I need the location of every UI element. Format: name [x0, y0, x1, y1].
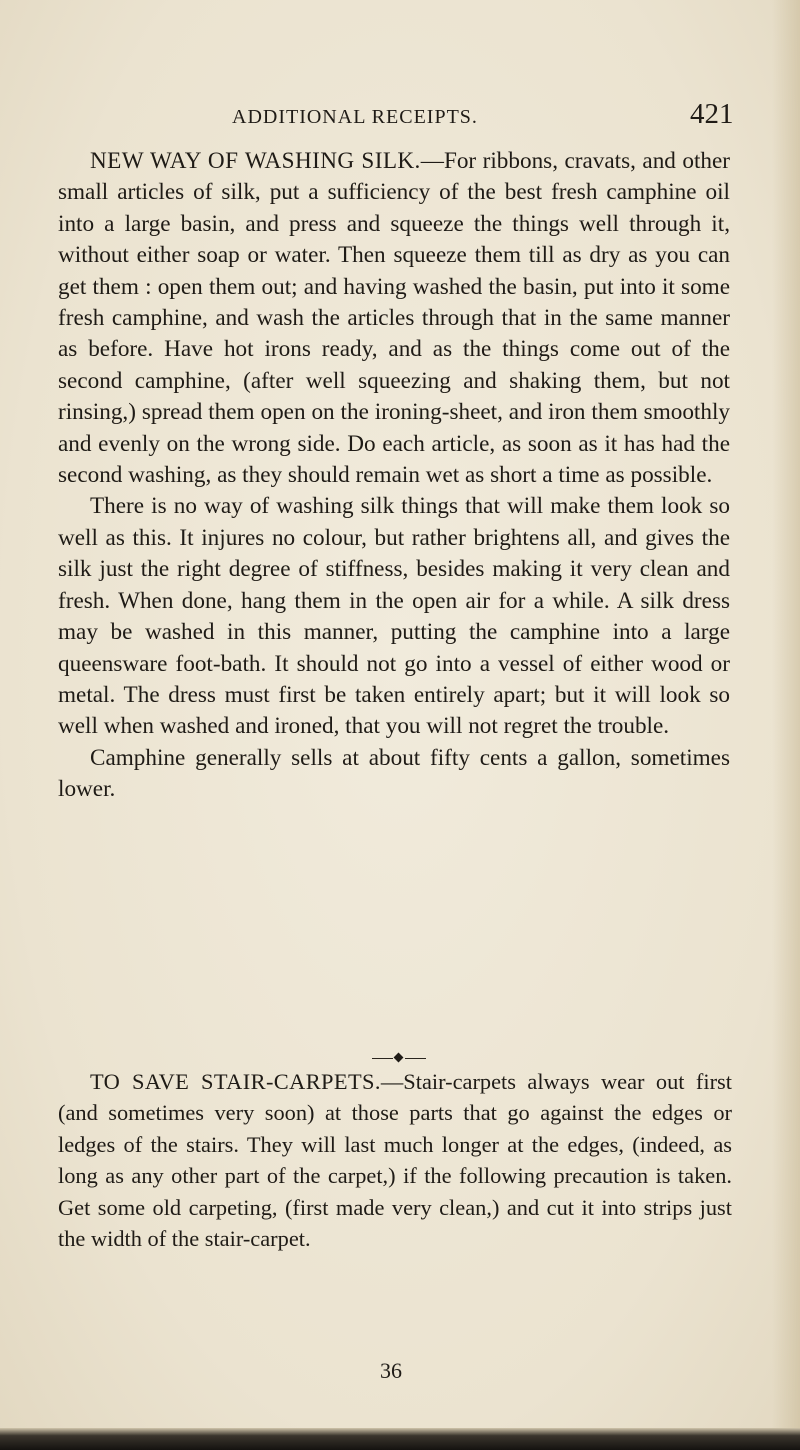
section-stair-carpets	[58, 1066, 732, 1254]
signature-mark: 36	[380, 1358, 402, 1383]
section-divider	[372, 1054, 428, 1064]
paragraph	[58, 146, 730, 491]
section-heading: NEW WAY OF WASHING SILK.	[90, 148, 421, 174]
paragraph-text: —For ribbons, cravats, and other small articles of silk, put a sufficiency of the best fresh camphine oil into a large basin, and press and squeeze the things well through it, without either soap or water. Then squeeze them till as dry as you can get them : open them out; and having washed the basin, put into it some fresh camphine, and wash the articles through that in the same manner as before. Have hot irons ready, and as the things come out of the second camphine, (after well squeezing and shaking them, but not rinsing,) spread them open on the ironing-sheet, and iron them smoothly and evenly on the wrong side. Do each article, as soon as it has had the second washing, as they should remain wet as short a time as possible.	[58, 148, 730, 489]
page-bottom-edge	[0, 1428, 800, 1450]
page-edge-shadow	[772, 0, 800, 1450]
diamond-ornament-icon	[394, 1053, 404, 1063]
running-title: ADDITIONAL RECEIPTS.	[232, 106, 478, 128]
paragraph: Camphine generally sells at about fifty cents a gallon, sometimes lower.	[58, 744, 730, 803]
section-heading: TO SAVE STAIR-CARPETS.	[90, 1069, 381, 1094]
page-number: 421	[690, 98, 734, 130]
divider-line-left	[372, 1058, 393, 1059]
paragraph-text: —Stair-carpets always wear out first (and sometimes very soon) at those parts that go against the edges or ledges of the stairs. They will last much longer at the edges, (indeed, as long as any other part of the carpet,) if the following precaution is taken. Get some old carpeting, (first made very clean,) and cut it into strips just the width of the stair-carpet.	[58, 1069, 732, 1252]
divider-line-right	[405, 1058, 426, 1059]
section-washing-silk	[58, 146, 730, 806]
paragraph	[58, 1066, 732, 1254]
paragraph: There is no way of washing silk things that will make them look so well as this. It injures no colour, but rather brightens all, and gives the silk just the right degree of stiffness, besides making it very clean and fresh. When done, hang them in the open air for a while. A silk dress may be washed in this manner, putting the camphine into a large queensware foot-bath. It should not go into a vessel of either wood or metal. The dress must first be taken entirely apart; but it will look so well when washed and ironed, that you will not regret the trouble.	[58, 493, 730, 740]
page-header	[0, 98, 800, 132]
